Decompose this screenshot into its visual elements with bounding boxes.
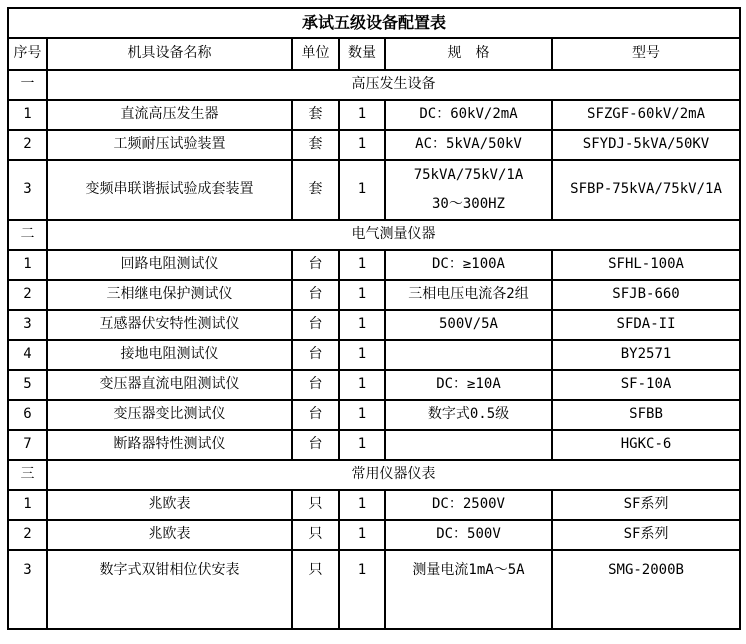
cell-model: SFJB-660 <box>552 280 740 310</box>
cell-seq: 3 <box>8 310 47 340</box>
cell-name: 断路器特性测试仪 <box>47 430 292 460</box>
cell-unit: 套 <box>292 160 339 220</box>
section-name-cell: 高压发生设备 <box>47 70 740 100</box>
cell-seq: 1 <box>8 100 47 130</box>
cell-qty: 1 <box>339 340 385 370</box>
cell-name: 变压器变比测试仪 <box>47 400 292 430</box>
section-row <box>8 220 740 250</box>
cell-spec: DC：60kV/2mA <box>385 100 552 130</box>
cell-seq: 7 <box>8 430 47 460</box>
cell-unit: 台 <box>292 370 339 400</box>
cell-model: SF系列 <box>552 520 740 550</box>
cell-unit: 只 <box>292 520 339 550</box>
cell-spec: DC：2500V <box>385 490 552 520</box>
cell-seq: 2 <box>8 130 47 160</box>
table-row <box>8 430 740 460</box>
cell-name: 接地电阻测试仪 <box>47 340 292 370</box>
cell-unit: 只 <box>292 490 339 520</box>
cell-model: SFBB <box>552 400 740 430</box>
table-row <box>8 340 740 370</box>
cell-qty: 1 <box>339 160 385 220</box>
cell-model: HGKC-6 <box>552 430 740 460</box>
cell-qty: 1 <box>339 550 385 629</box>
cell-model: SMG-2000B <box>552 550 740 629</box>
cell-name: 兆欧表 <box>47 490 292 520</box>
spec-line: 30～300HZ <box>431 196 505 212</box>
section-index-cell: 三 <box>8 460 47 490</box>
cell-qty: 1 <box>339 130 385 160</box>
col-header-model: 型号 <box>552 38 740 70</box>
cell-model: SFBP-75kVA/75kV/1A <box>552 160 740 220</box>
cell-seq: 3 <box>8 160 47 220</box>
cell-name: 工频耐压试验装置 <box>47 130 292 160</box>
cell-model: BY2571 <box>552 340 740 370</box>
cell-spec <box>385 430 552 460</box>
cell-qty: 1 <box>339 430 385 460</box>
cell-model: SFDA-II <box>552 310 740 340</box>
cell-spec: AC：5kVA/50kV <box>385 130 552 160</box>
table-title: 承试五级设备配置表 <box>8 8 740 38</box>
cell-qty: 1 <box>339 520 385 550</box>
table-row <box>8 100 740 130</box>
cell-model: SF-10A <box>552 370 740 400</box>
section-name-cell: 常用仪器仪表 <box>47 460 740 490</box>
table-row <box>8 550 740 629</box>
cell-qty: 1 <box>339 100 385 130</box>
cell-unit: 台 <box>292 280 339 310</box>
cell-spec: DC：500V <box>385 520 552 550</box>
cell-name: 直流高压发生器 <box>47 100 292 130</box>
cell-qty: 1 <box>339 280 385 310</box>
cell-spec: 数字式0.5级 <box>385 400 552 430</box>
header-row <box>8 38 740 70</box>
section-index-cell: 二 <box>8 220 47 250</box>
table-row <box>8 490 740 520</box>
cell-spec: DC：≥100A <box>385 250 552 280</box>
cell-model: SF系列 <box>552 490 740 520</box>
cell-name: 互感器伏安特性测试仪 <box>47 310 292 340</box>
cell-qty: 1 <box>339 490 385 520</box>
cell-model: SFZGF-60kV/2mA <box>552 100 740 130</box>
cell-spec: 500V/5A <box>385 310 552 340</box>
cell-seq: 5 <box>8 370 47 400</box>
cell-spec: DC：≥10A <box>385 370 552 400</box>
col-header-unit: 单位 <box>292 38 339 70</box>
cell-unit: 台 <box>292 340 339 370</box>
cell-name: 兆欧表 <box>47 520 292 550</box>
cell-spec <box>385 340 552 370</box>
cell-spec <box>385 160 552 220</box>
table-row <box>8 250 740 280</box>
cell-seq: 2 <box>8 280 47 310</box>
cell-model: SFYDJ-5kVA/50KV <box>552 130 740 160</box>
equipment-config-table <box>7 7 741 630</box>
cell-seq: 3 <box>8 550 47 629</box>
cell-qty: 1 <box>339 250 385 280</box>
cell-model: SFHL-100A <box>552 250 740 280</box>
cell-unit: 套 <box>292 100 339 130</box>
cell-unit: 台 <box>292 430 339 460</box>
col-header-name: 机具设备名称 <box>47 38 292 70</box>
table-row <box>8 400 740 430</box>
cell-seq: 1 <box>8 490 47 520</box>
col-header-qty: 数量 <box>339 38 385 70</box>
col-header-seq: 序号 <box>8 38 47 70</box>
cell-unit: 台 <box>292 310 339 340</box>
cell-name: 回路电阻测试仪 <box>47 250 292 280</box>
cell-seq: 4 <box>8 340 47 370</box>
cell-qty: 1 <box>339 310 385 340</box>
table-row <box>8 130 740 160</box>
section-name-cell: 电气测量仪器 <box>47 220 740 250</box>
table-row <box>8 160 740 220</box>
table-row <box>8 280 740 310</box>
section-index-cell: 一 <box>8 70 47 100</box>
section-row <box>8 460 740 490</box>
col-header-spec: 规 格 <box>385 38 552 70</box>
cell-name: 三相继电保护测试仪 <box>47 280 292 310</box>
cell-spec: 三相电压电流各2组 <box>385 280 552 310</box>
cell-unit: 台 <box>292 400 339 430</box>
cell-name: 变频串联谐振试验成套装置 <box>47 160 292 220</box>
table-row <box>8 370 740 400</box>
title-row <box>8 8 740 38</box>
cell-unit: 只 <box>292 550 339 629</box>
cell-seq: 1 <box>8 250 47 280</box>
spec-line: 75kVA/75kV/1A <box>413 166 524 183</box>
cell-name: 变压器直流电阻测试仪 <box>47 370 292 400</box>
cell-spec: 测量电流1mA～5A <box>385 550 552 629</box>
cell-unit: 套 <box>292 130 339 160</box>
cell-unit: 台 <box>292 250 339 280</box>
cell-name: 数字式双钳相位伏安表 <box>47 550 292 629</box>
section-row <box>8 70 740 100</box>
table-row <box>8 310 740 340</box>
table-row <box>8 520 740 550</box>
cell-qty: 1 <box>339 400 385 430</box>
cell-qty: 1 <box>339 370 385 400</box>
cell-seq: 6 <box>8 400 47 430</box>
cell-seq: 2 <box>8 520 47 550</box>
